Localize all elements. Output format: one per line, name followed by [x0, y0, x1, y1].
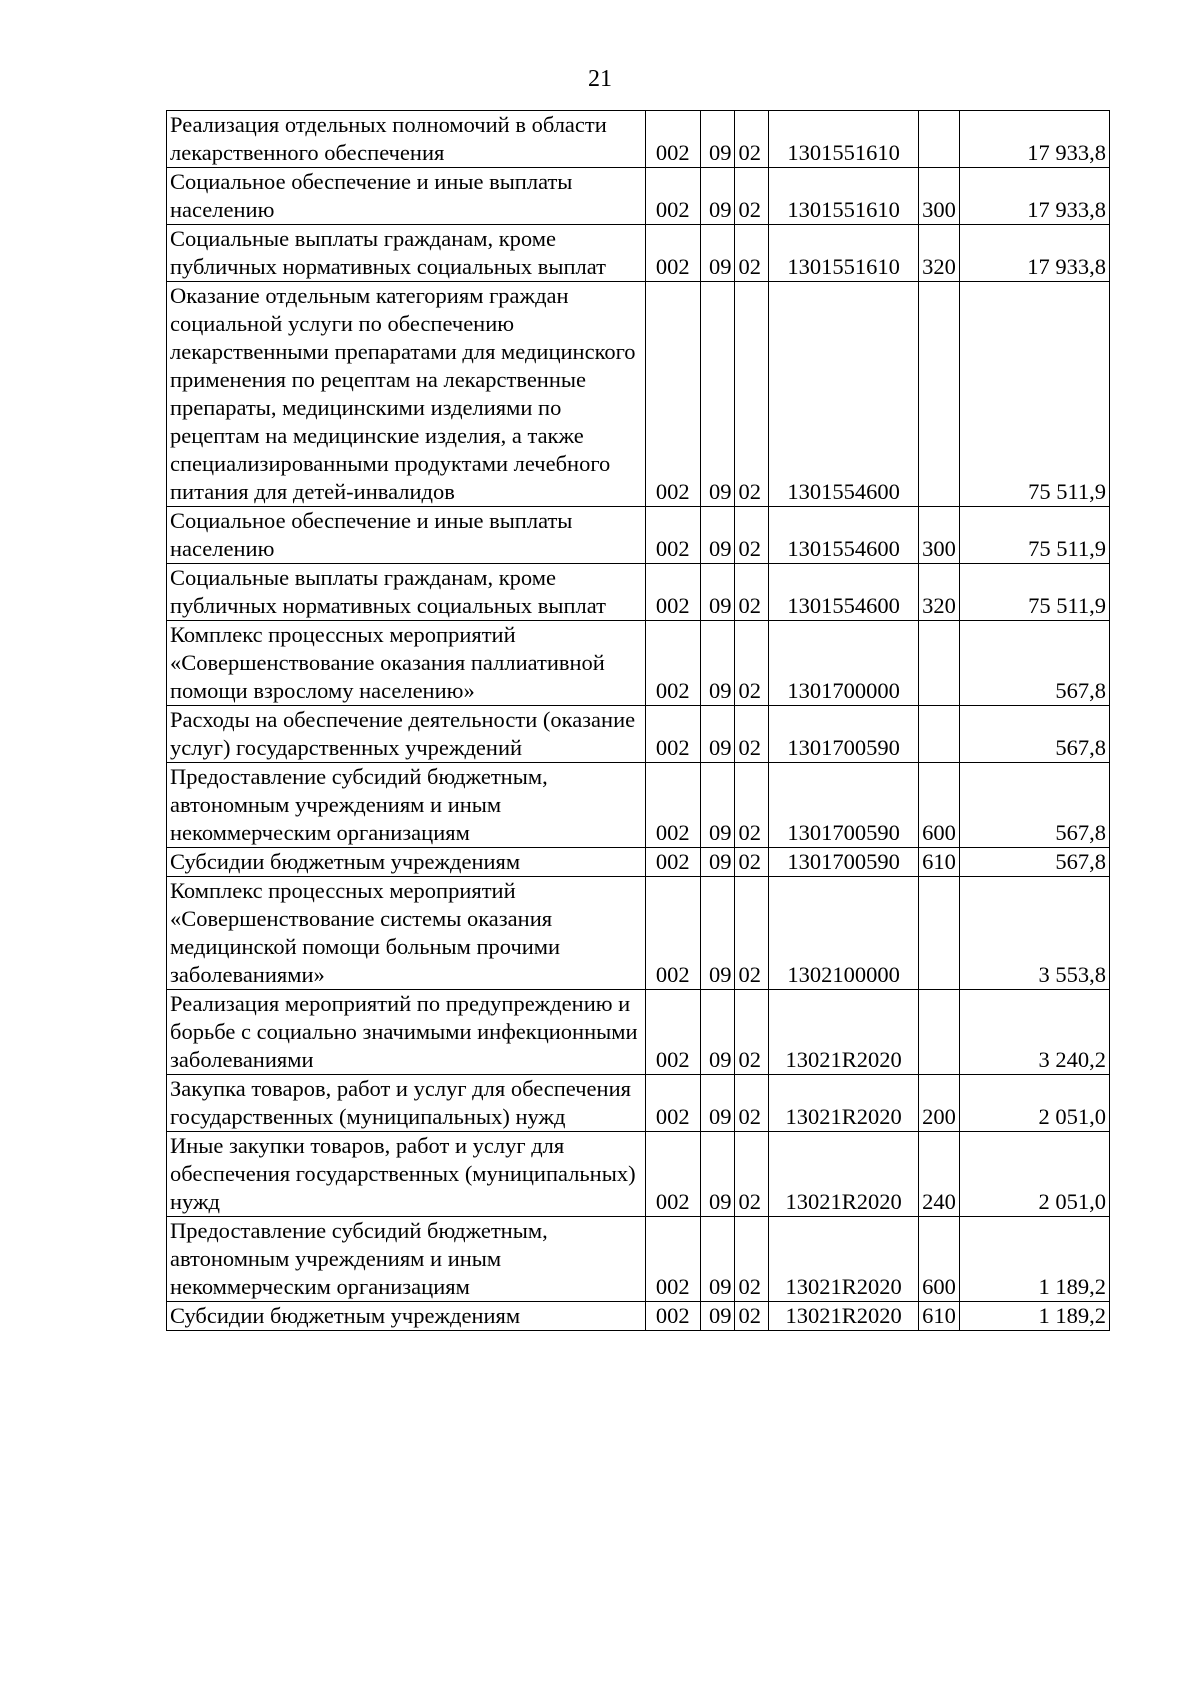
expense-type-cell — [919, 282, 960, 507]
table-row — [167, 168, 1110, 225]
amount-cell: 2 051,0 — [959, 1075, 1109, 1132]
table-row — [167, 1302, 1110, 1331]
department-code-cell: 002 — [645, 706, 700, 763]
table-row — [167, 111, 1110, 168]
target-article-cell: 13021R2020 — [769, 1302, 919, 1331]
table-row — [167, 1217, 1110, 1302]
target-article-cell: 1301551610 — [769, 111, 919, 168]
subsection-code-cell: 02 — [735, 877, 769, 990]
expense-type-cell: 240 — [919, 1132, 960, 1217]
amount-cell: 75 511,9 — [959, 507, 1109, 564]
table-row — [167, 1075, 1110, 1132]
expense-name-cell: Предоставление субсидий бюджетным, автономным учреждениям и иным некоммерческим организациям — [167, 1217, 646, 1302]
expense-name-cell: Социальные выплаты гражданам, кроме публичных нормативных социальных выплат — [167, 564, 646, 621]
expense-name-cell: Реализация мероприятий по предупреждению и борьбе с социально значимыми инфекционными заболеваниями — [167, 990, 646, 1075]
table-row — [167, 507, 1110, 564]
department-code-cell: 002 — [645, 1132, 700, 1217]
target-article-cell: 1301700590 — [769, 706, 919, 763]
department-code-cell: 002 — [645, 564, 700, 621]
amount-cell: 17 933,8 — [959, 111, 1109, 168]
section-code-cell: 09 — [700, 1075, 735, 1132]
target-article-cell: 1301551610 — [769, 225, 919, 282]
expense-name-cell: Расходы на обеспечение деятельности (оказание услуг) государственных учреждений — [167, 706, 646, 763]
expense-type-cell: 610 — [919, 1302, 960, 1331]
table-row — [167, 706, 1110, 763]
subsection-code-cell: 02 — [735, 763, 769, 848]
target-article-cell: 13021R2020 — [769, 1075, 919, 1132]
target-article-cell: 1301554600 — [769, 282, 919, 507]
target-article-cell: 1301554600 — [769, 564, 919, 621]
section-code-cell: 09 — [700, 225, 735, 282]
department-code-cell: 002 — [645, 621, 700, 706]
expense-type-cell — [919, 877, 960, 990]
section-code-cell: 09 — [700, 168, 735, 225]
subsection-code-cell: 02 — [735, 1075, 769, 1132]
expense-type-cell: 320 — [919, 564, 960, 621]
expense-name-cell: Комплекс процессных мероприятий «Совершенствование системы оказания медицинской помощи больным прочими заболеваниями» — [167, 877, 646, 990]
expense-name-cell: Предоставление субсидий бюджетным, автономным учреждениям и иным некоммерческим организациям — [167, 763, 646, 848]
section-code-cell: 09 — [700, 621, 735, 706]
expense-type-cell — [919, 706, 960, 763]
subsection-code-cell: 02 — [735, 111, 769, 168]
section-code-cell: 09 — [700, 848, 735, 877]
table-row — [167, 621, 1110, 706]
table-row — [167, 990, 1110, 1075]
section-code-cell: 09 — [700, 507, 735, 564]
department-code-cell: 002 — [645, 877, 700, 990]
department-code-cell: 002 — [645, 111, 700, 168]
amount-cell: 3 240,2 — [959, 990, 1109, 1075]
department-code-cell: 002 — [645, 848, 700, 877]
table-row — [167, 763, 1110, 848]
expense-name-cell: Оказание отдельным категориям граждан социальной услуги по обеспечению лекарственными препаратами для медицинского применения по рецептам на лекарственные препараты, медицинскими изделиями по рецептам на медицинские изделия, а также специализированными продуктами лечебного питания для детей-инвалидов — [167, 282, 646, 507]
table-row — [167, 282, 1110, 507]
section-code-cell: 09 — [700, 282, 735, 507]
expense-name-cell: Социальное обеспечение и иные выплаты населению — [167, 168, 646, 225]
expense-name-cell: Социальные выплаты гражданам, кроме публичных нормативных социальных выплат — [167, 225, 646, 282]
subsection-code-cell: 02 — [735, 225, 769, 282]
expense-type-cell — [919, 990, 960, 1075]
department-code-cell: 002 — [645, 990, 700, 1075]
department-code-cell: 002 — [645, 1302, 700, 1331]
target-article-cell: 1302100000 — [769, 877, 919, 990]
expense-name-cell: Закупка товаров, работ и услуг для обеспечения государственных (муниципальных) нужд — [167, 1075, 646, 1132]
expense-type-cell — [919, 621, 960, 706]
subsection-code-cell: 02 — [735, 282, 769, 507]
section-code-cell: 09 — [700, 1217, 735, 1302]
target-article-cell: 13021R2020 — [769, 1132, 919, 1217]
target-article-cell: 1301554600 — [769, 507, 919, 564]
expense-name-cell: Субсидии бюджетным учреждениям — [167, 848, 646, 877]
section-code-cell: 09 — [700, 1302, 735, 1331]
target-article-cell: 13021R2020 — [769, 990, 919, 1075]
expense-name-cell: Иные закупки товаров, работ и услуг для обеспечения государственных (муниципальных) нужд — [167, 1132, 646, 1217]
expense-type-cell: 610 — [919, 848, 960, 877]
target-article-cell: 13021R2020 — [769, 1217, 919, 1302]
department-code-cell: 002 — [645, 507, 700, 564]
department-code-cell: 002 — [645, 225, 700, 282]
subsection-code-cell: 02 — [735, 621, 769, 706]
section-code-cell: 09 — [700, 877, 735, 990]
subsection-code-cell: 02 — [735, 1217, 769, 1302]
expense-type-cell: 600 — [919, 1217, 960, 1302]
amount-cell: 1 189,2 — [959, 1302, 1109, 1331]
table-row — [167, 848, 1110, 877]
section-code-cell: 09 — [700, 763, 735, 848]
amount-cell: 2 051,0 — [959, 1132, 1109, 1217]
subsection-code-cell: 02 — [735, 1302, 769, 1331]
budget-table — [166, 110, 1110, 1331]
target-article-cell: 1301700590 — [769, 763, 919, 848]
amount-cell: 567,8 — [959, 706, 1109, 763]
subsection-code-cell: 02 — [735, 848, 769, 877]
table-row — [167, 225, 1110, 282]
department-code-cell: 002 — [645, 763, 700, 848]
amount-cell: 17 933,8 — [959, 168, 1109, 225]
table-row — [167, 1132, 1110, 1217]
section-code-cell: 09 — [700, 564, 735, 621]
subsection-code-cell: 02 — [735, 990, 769, 1075]
subsection-code-cell: 02 — [735, 1132, 769, 1217]
expense-name-cell: Реализация отдельных полномочий в области лекарственного обеспечения — [167, 111, 646, 168]
expense-type-cell: 320 — [919, 225, 960, 282]
department-code-cell: 002 — [645, 1217, 700, 1302]
subsection-code-cell: 02 — [735, 168, 769, 225]
amount-cell: 567,8 — [959, 848, 1109, 877]
expense-type-cell: 200 — [919, 1075, 960, 1132]
expense-type-cell — [919, 111, 960, 168]
department-code-cell: 002 — [645, 168, 700, 225]
subsection-code-cell: 02 — [735, 564, 769, 621]
amount-cell: 1 189,2 — [959, 1217, 1109, 1302]
expense-type-cell: 300 — [919, 168, 960, 225]
department-code-cell: 002 — [645, 282, 700, 507]
expense-type-cell: 600 — [919, 763, 960, 848]
amount-cell: 3 553,8 — [959, 877, 1109, 990]
amount-cell: 567,8 — [959, 763, 1109, 848]
subsection-code-cell: 02 — [735, 706, 769, 763]
subsection-code-cell: 02 — [735, 507, 769, 564]
expense-name-cell: Комплекс процессных мероприятий «Совершенствование оказания паллиативной помощи взрослому населению» — [167, 621, 646, 706]
expense-name-cell: Субсидии бюджетным учреждениям — [167, 1302, 646, 1331]
amount-cell: 17 933,8 — [959, 225, 1109, 282]
amount-cell: 567,8 — [959, 621, 1109, 706]
section-code-cell: 09 — [700, 1132, 735, 1217]
expense-type-cell: 300 — [919, 507, 960, 564]
page-number: 21 — [588, 66, 612, 92]
target-article-cell: 1301700000 — [769, 621, 919, 706]
department-code-cell: 002 — [645, 1075, 700, 1132]
table-row — [167, 877, 1110, 990]
table-row — [167, 564, 1110, 621]
target-article-cell: 1301551610 — [769, 168, 919, 225]
section-code-cell: 09 — [700, 111, 735, 168]
amount-cell: 75 511,9 — [959, 282, 1109, 507]
amount-cell: 75 511,9 — [959, 564, 1109, 621]
expense-name-cell: Социальное обеспечение и иные выплаты населению — [167, 507, 646, 564]
section-code-cell: 09 — [700, 990, 735, 1075]
section-code-cell: 09 — [700, 706, 735, 763]
target-article-cell: 1301700590 — [769, 848, 919, 877]
